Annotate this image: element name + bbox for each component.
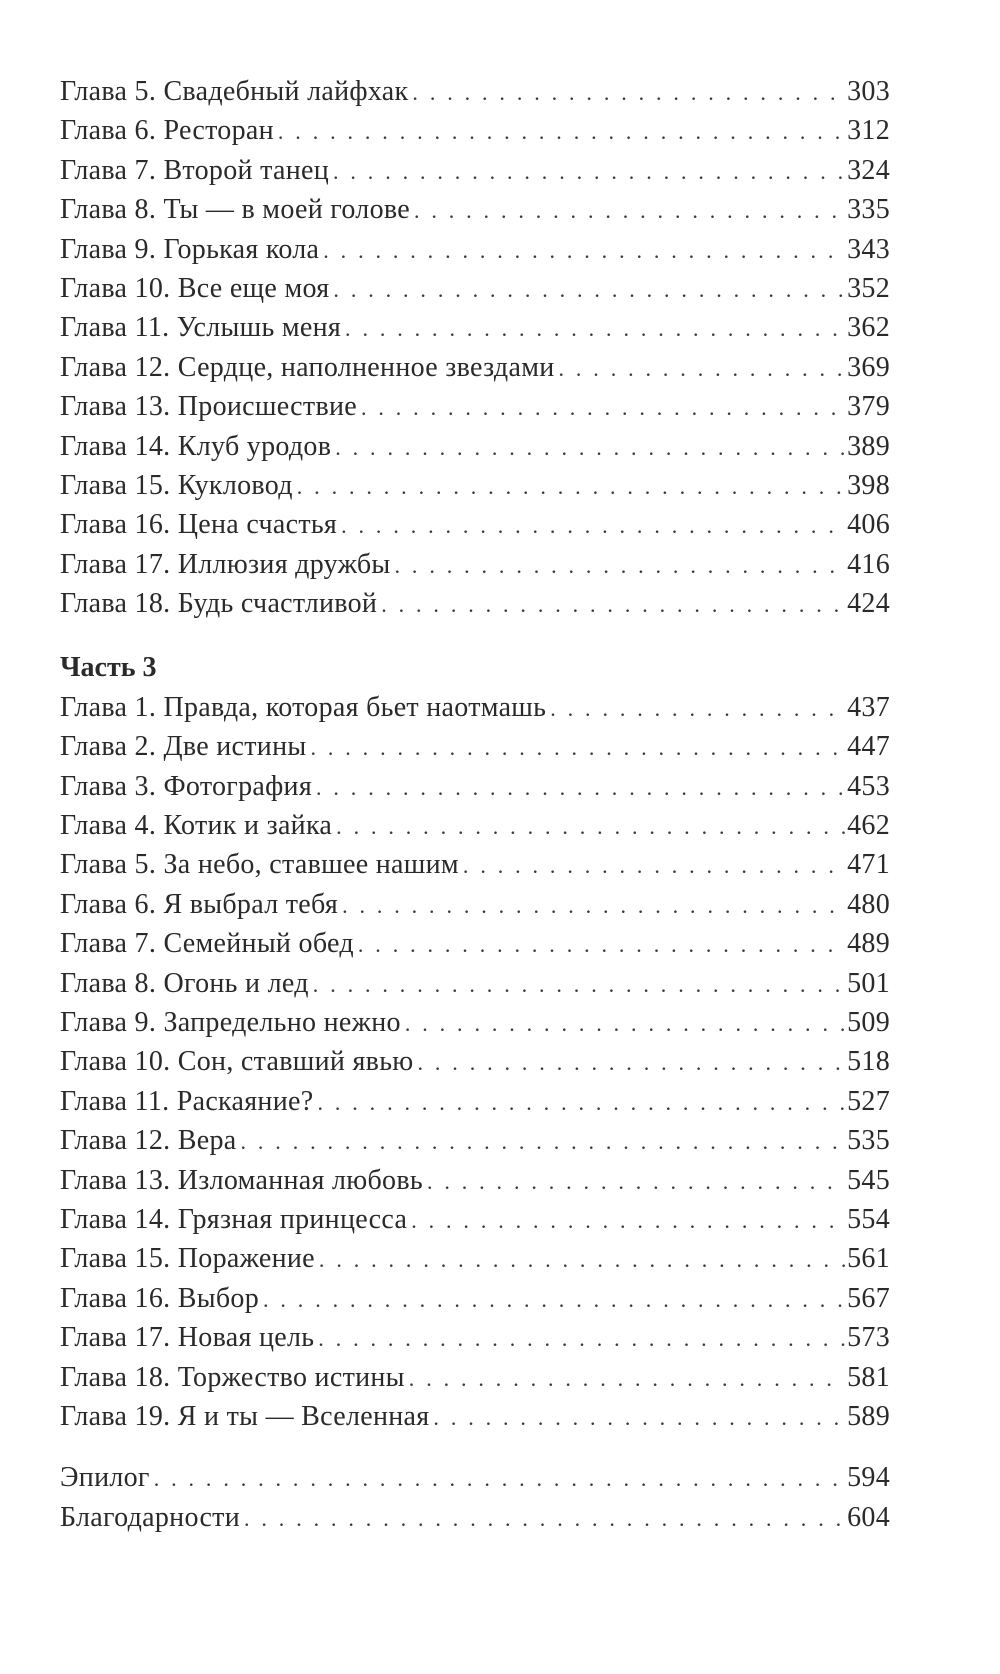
- toc-entry: [60, 505, 890, 544]
- toc-entry-page-number: 352: [847, 272, 890, 304]
- toc-entry-title: Глава 9. Запредельно нежно: [60, 1006, 401, 1038]
- dot-leader: [316, 768, 845, 807]
- toc-entry-page-number: 389: [847, 430, 890, 462]
- toc-entry: [60, 806, 890, 845]
- toc-entry-title: Глава 6. Я выбрал тебя: [60, 888, 339, 920]
- toc-entry-title: Благодарности: [60, 1501, 240, 1533]
- toc-entry: [60, 308, 890, 347]
- toc-entry: [60, 269, 890, 308]
- toc-entry-title: Глава 18. Будь счастливой: [60, 588, 378, 620]
- toc-entry: [60, 427, 890, 466]
- dot-leader: [342, 886, 845, 925]
- toc-entry-title: Глава 10. Сон, ставший явью: [60, 1046, 414, 1078]
- dot-leader: [333, 270, 845, 309]
- toc-entry-page-number: 303: [847, 76, 890, 107]
- toc-entry-page-number: 604: [847, 1501, 890, 1533]
- toc-entry-title: Глава 9. Горькая кола: [60, 233, 320, 265]
- toc-entry: [60, 1003, 890, 1042]
- toc-entry-title: Глава 17. Новая цель: [60, 1322, 315, 1354]
- toc-entry-title: Глава 12. Сердце, наполненное звездами: [60, 351, 555, 383]
- toc-entry: [60, 845, 890, 884]
- toc-entry-title: Глава 11. Раскаяние?: [60, 1085, 314, 1117]
- toc-entry-page-number: 567: [847, 1282, 890, 1314]
- toc-entry: [60, 230, 890, 269]
- toc-entry-page-number: 509: [847, 1006, 890, 1038]
- toc-entry-title: Глава 6. Ресторан: [60, 115, 274, 147]
- dot-leader: [317, 1083, 845, 1122]
- dot-leader: [323, 231, 845, 270]
- toc-entry-title: Глава 4. Котик и зайка: [60, 810, 333, 842]
- dot-leader: [345, 309, 845, 348]
- toc-entry: [60, 1279, 890, 1318]
- toc-entry: [60, 1042, 890, 1081]
- toc-entry: [60, 964, 890, 1003]
- part-3-chapter-list: [60, 688, 890, 1436]
- toc-entry-page-number: 453: [847, 770, 890, 802]
- dot-leader: [154, 1459, 845, 1498]
- part-2-chapter-list: [60, 72, 890, 623]
- toc-entry: [60, 545, 890, 584]
- dot-leader: [244, 1499, 845, 1538]
- table-of-contents: [60, 72, 890, 1537]
- toc-entry-title: Глава 13. Происшествие: [60, 391, 357, 423]
- toc-entry: [60, 1161, 890, 1200]
- toc-entry-page-number: 573: [847, 1322, 890, 1354]
- toc-entry: [60, 1200, 890, 1239]
- toc-entry: [60, 688, 890, 727]
- dot-leader: [241, 1122, 846, 1161]
- toc-entry-title: Глава 19. Я и ты — Вселенная: [60, 1400, 430, 1432]
- toc-entry: [60, 190, 890, 229]
- toc-entry-title: Глава 14. Грязная принцесса: [60, 1203, 408, 1235]
- toc-entry-title: Глава 10. Все еще моя: [60, 272, 330, 304]
- dot-leader: [341, 506, 845, 545]
- toc-entry-page-number: 335: [847, 194, 890, 226]
- toc-entry-title: Глава 7. Второй танец: [60, 154, 329, 186]
- dot-leader: [411, 1201, 845, 1240]
- toc-entry-title: Глава 7. Семейный обед: [60, 928, 354, 960]
- dot-leader: [463, 846, 845, 885]
- toc-entry-title: Глава 15. Поражение: [60, 1243, 315, 1275]
- toc-entry: [60, 727, 890, 766]
- toc-entry-page-number: 581: [847, 1361, 890, 1393]
- dot-leader: [405, 1004, 845, 1043]
- toc-entry-title: Глава 16. Цена счастья: [60, 509, 338, 541]
- toc-entry: [60, 1239, 890, 1278]
- dot-leader: [319, 1240, 845, 1279]
- toc-entry-page-number: 501: [847, 967, 890, 999]
- dot-leader: [358, 925, 845, 964]
- toc-entry-page-number: 527: [847, 1085, 890, 1117]
- toc-entry-title: Глава 3. Фотография: [60, 770, 312, 802]
- toc-entry-page-number: 535: [847, 1125, 890, 1157]
- toc-entry: [60, 1498, 890, 1537]
- dot-leader: [427, 1162, 845, 1201]
- dot-leader: [433, 1398, 845, 1437]
- toc-entry-page-number: 406: [847, 509, 890, 541]
- dot-leader: [335, 428, 845, 467]
- toc-entry: [60, 1397, 890, 1436]
- toc-entry: [60, 924, 890, 963]
- toc-entry-title: Глава 16. Выбор: [60, 1282, 259, 1314]
- toc-entry-title: Глава 2. Две истины: [60, 731, 307, 763]
- toc-entry: [60, 767, 890, 806]
- toc-entry: [60, 387, 890, 426]
- toc-entry-title: Глава 8. Ты — в моей голове: [60, 194, 410, 226]
- dot-leader: [412, 73, 845, 112]
- toc-entry-page-number: 416: [847, 548, 890, 580]
- toc-entry: [60, 111, 890, 150]
- dot-leader: [550, 689, 845, 728]
- toc-entry-title: Глава 13. Изломанная любовь: [60, 1164, 423, 1196]
- toc-entry-page-number: 437: [847, 691, 890, 723]
- toc-entry-title: Глава 1. Правда, которая бьет наотмашь: [60, 691, 547, 723]
- toc-entry-page-number: 554: [847, 1203, 890, 1235]
- toc-entry: [60, 1082, 890, 1121]
- toc-entry-page-number: 312: [847, 115, 890, 147]
- toc-entry-page-number: 369: [847, 351, 890, 383]
- toc-entry-page-number: 462: [847, 810, 890, 842]
- toc-entry: [60, 885, 890, 924]
- toc-entry-title: Глава 17. Иллюзия дружбы: [60, 548, 391, 580]
- toc-entry-page-number: 424: [847, 588, 890, 620]
- toc-entry-page-number: 362: [847, 312, 890, 344]
- dot-leader: [310, 728, 845, 767]
- toc-entry: [60, 1458, 890, 1497]
- dot-leader: [414, 191, 845, 230]
- toc-entry-page-number: 343: [847, 233, 890, 265]
- toc-entry-page-number: 447: [847, 731, 890, 763]
- dot-leader: [318, 1319, 845, 1358]
- toc-entry-title: Глава 8. Огонь и лед: [60, 967, 309, 999]
- toc-entry: [60, 1121, 890, 1160]
- toc-entry: [60, 151, 890, 190]
- toc-entry-title: Глава 5. Свадебный лайфхак: [60, 76, 409, 107]
- dot-leader: [395, 546, 846, 585]
- toc-entry-title: Глава 12. Вера: [60, 1125, 237, 1157]
- toc-entry: [60, 1358, 890, 1397]
- toc-entry: [60, 348, 890, 387]
- toc-entry-title: Глава 11. Услышь меня: [60, 312, 342, 344]
- part-3-heading: Часть 3: [60, 652, 157, 684]
- dot-leader: [381, 585, 845, 624]
- toc-entry-title: Глава 14. Клуб уродов: [60, 430, 332, 462]
- toc-entry: [60, 466, 890, 505]
- dot-leader: [278, 112, 845, 151]
- toc-entry-page-number: 324: [847, 154, 890, 186]
- toc-entry: [60, 584, 890, 623]
- toc-entry-page-number: 471: [847, 849, 890, 881]
- dot-leader: [333, 152, 845, 191]
- toc-entry-title: Глава 5. За небо, ставшее нашим: [60, 849, 459, 881]
- toc-entry-title: Глава 18. Торжество истины: [60, 1361, 405, 1393]
- toc-entry-page-number: 589: [847, 1400, 890, 1432]
- toc-entry-page-number: 379: [847, 391, 890, 423]
- toc-entry-page-number: 594: [847, 1462, 890, 1494]
- dot-leader: [559, 349, 846, 388]
- toc-entry-page-number: 545: [847, 1164, 890, 1196]
- toc-entry-title: Эпилог: [60, 1462, 150, 1494]
- toc-entry-page-number: 518: [847, 1046, 890, 1078]
- toc-entry-page-number: 489: [847, 928, 890, 960]
- toc-entry-page-number: 398: [847, 469, 890, 501]
- dot-leader: [263, 1280, 845, 1319]
- section-gap: [60, 1436, 890, 1458]
- dot-leader: [313, 965, 845, 1004]
- back-matter-list: [60, 1458, 890, 1537]
- toc-entry-page-number: 561: [847, 1243, 890, 1275]
- dot-leader: [361, 388, 845, 427]
- dot-leader: [409, 1359, 845, 1398]
- toc-entry: [60, 1318, 890, 1357]
- dot-leader: [418, 1043, 846, 1082]
- dot-leader: [336, 807, 845, 846]
- toc-entry-page-number: 480: [847, 888, 890, 920]
- toc-entry: [60, 72, 890, 111]
- dot-leader: [297, 467, 845, 506]
- toc-entry-title: Глава 15. Кукловод: [60, 469, 293, 501]
